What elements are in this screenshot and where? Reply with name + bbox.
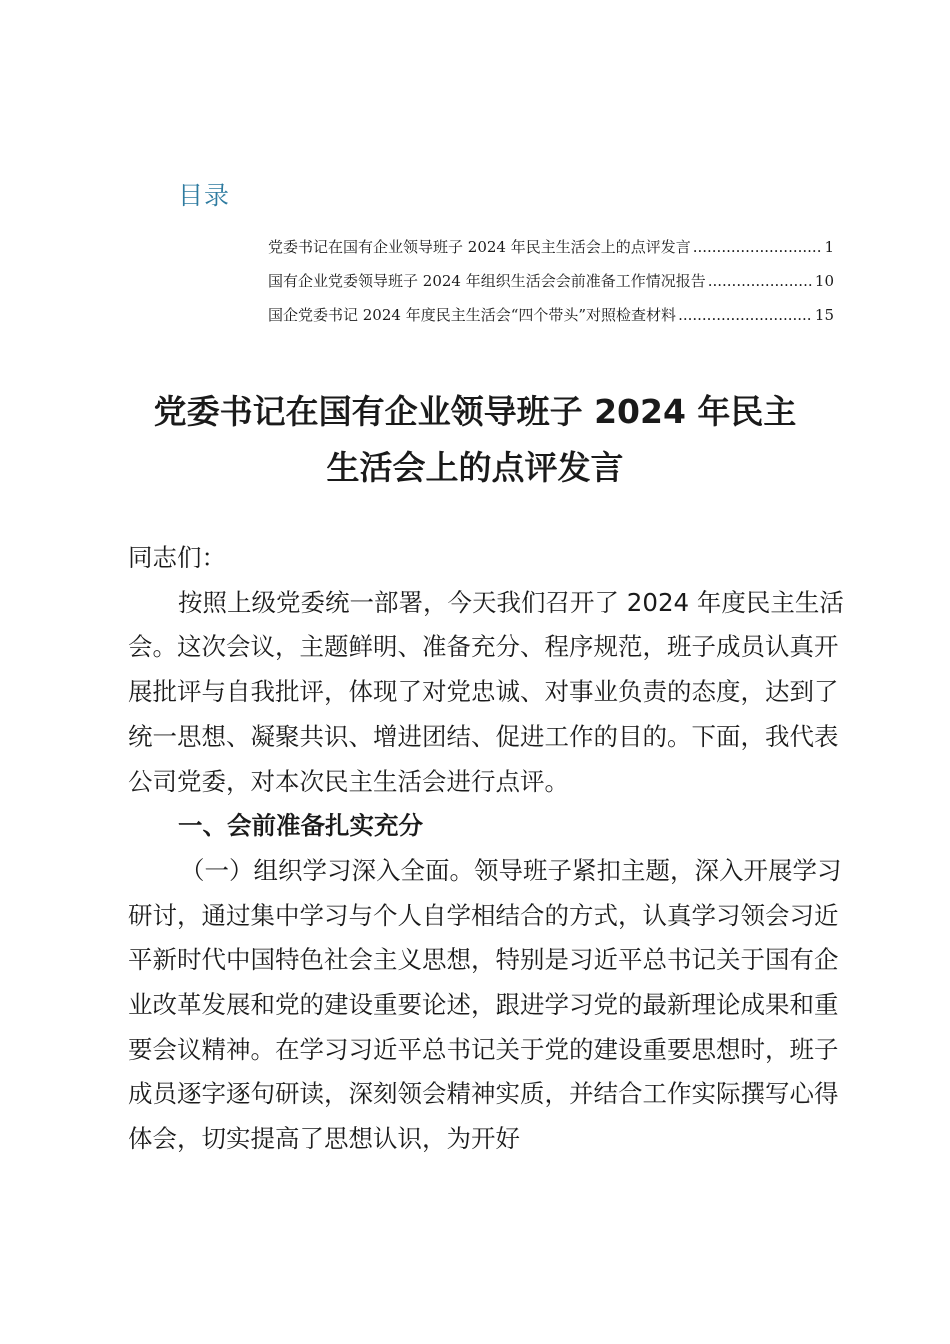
toc-entry-2[interactable] (268, 270, 834, 304)
salutation: 同志们： (128, 543, 226, 572)
toc-entry-text: 党委书记在国有企业领导班子 2024 年民主生活会上的点评发言 (268, 238, 691, 256)
toc-leader-dots (693, 238, 823, 256)
document-body (128, 536, 848, 1162)
toc-leader-dots (708, 272, 813, 290)
table-of-contents (268, 236, 834, 338)
section-heading-1: 一、会前准备扎实充分 (178, 811, 423, 841)
toc-entry-text: 国有企业党委领导班子 2024 年组织生活会会前准备工作情况报告 (268, 272, 706, 290)
document-title-line-2: 生活会上的点评发言 (326, 448, 624, 487)
toc-entry-text: 国企党委书记 2024 年度民主生活会“四个带头”对照检查材料 (268, 306, 677, 324)
toc-leader-dots (678, 306, 813, 324)
toc-heading: 目录 (178, 181, 231, 210)
toc-entry-3[interactable] (268, 304, 834, 338)
toc-page-number: 15 (814, 306, 834, 324)
toc-entry-1[interactable] (268, 236, 834, 270)
toc-page-number: 10 (814, 272, 834, 290)
toc-page-number: 1 (824, 238, 834, 256)
intro-paragraph: 按照上级党委统一部署，今天我们召开了 2024 年度民主生活会。这次会议，主题鲜明、准备充分、程序规范，班子成员认真开展批评与自我批评，体现了对党忠诚、对事业负责的态度，达到了统一思想、凝聚共识、增进团结、促进工作的目的。下面，我代表公司党委，对本次民主生活会进行点评。 (128, 587, 844, 796)
section-1-paragraph-1: （一）组织学习深入全面。领导班子紧扣主题，深入开展学习研讨，通过集中学习与个人自学相结合的方式，认真学习领会习近平新时代中国特色社会主义思想，特别是习近平总书记关于国有企业改革发展和党的建设重要论述，跟进学习党的最新理论成果和重要会议精神。在学习习近平总书记关于党的建设重要思想时，班子成员逐字逐句研读，深刻领会精神实质，并结合工作实际撰写心得体会，切实提高了思想认识，为开好 (128, 855, 842, 1154)
document-title (100, 384, 850, 496)
document-title-line-1: 党委书记在国有企业领导班子 2024 年民主 (153, 392, 797, 431)
